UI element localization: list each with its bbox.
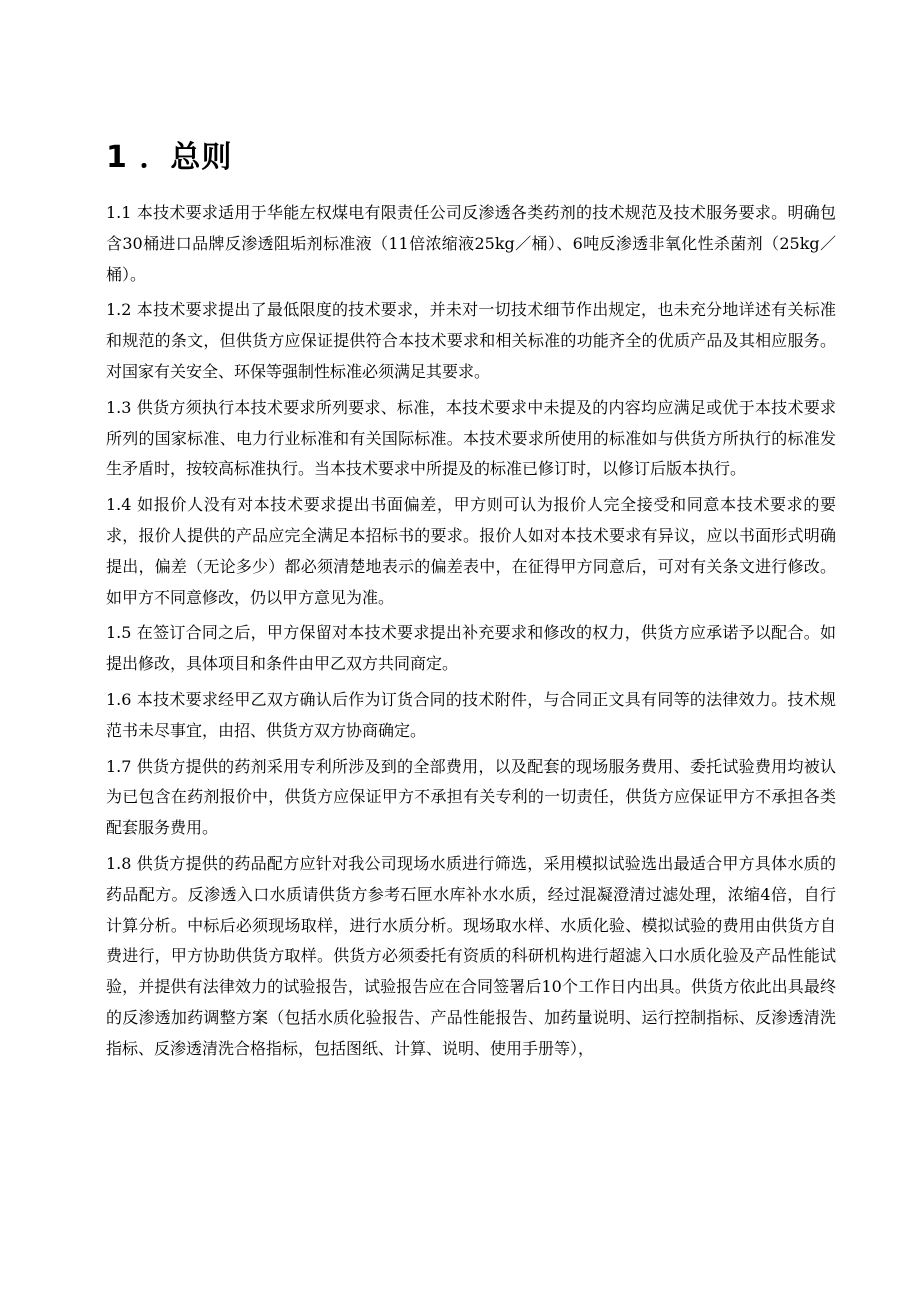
- paragraph-1-2: 1.2 本技术要求提出了最低限度的技术要求，并未对一切技术细节作出规定，也未充分地详述有关标准和规范的条文，但供货方应保证提供符合本技术要求和相关标准的功能齐全的优质产品及其相应服务。对国家有关安全、环保等强制性标准必须满足其要求。: [106, 300, 836, 381]
- paragraph-1-8: 1.8 供货方提供的药品配方应针对我公司现场水质进行筛选，采用模拟试验选出最适合甲方具体水质的药品配方。反渗透入口水质请供货方参考石匣水库补水水质，经过混凝澄清过滤处理，浓缩4倍，自行计算分析。中标后必须现场取样，进行水质分析。现场取水样、水质化验、模拟试验的费用由供货方自费进行，甲方协助供货方取样。供货方必须委托有资质的科研机构进行超滤入口水质化验及产品性能试验，并提供有法律效力的试验报告，试验报告应在合同签署后10个工作日内出具。供货方依此出具最终的反渗透加药调整方案（包括水质化验报告、产品性能报告、加药量说明、运行控制指标、反渗透清洗指标、反渗透清洗合格指标，包括图纸、计算、说明、使用手册等），: [106, 853, 836, 1058]
- paragraph-1-1: 1.1 本技术要求适用于华能左权煤电有限责任公司反渗透各类药剂的技术规范及技术服务要求。明确包含30桶进口品牌反渗透阻垢剂标准液（11倍浓缩液25kg／桶）、6吨反渗透非氧化性杀菌剂（25kg／桶）。: [106, 203, 836, 284]
- paragraph-1-4: 1.4 如报价人没有对本技术要求提出书面偏差，甲方则可认为报价人完全接受和同意本技术要求的要求，报价人提供的产品应完全满足本招标书的要求。报价人如对本技术要求有异议，应以书面形式明确提出，偏差（无论多少）都必须清楚地表示的偏差表中，在征得甲方同意后，可对有关条文进行修改。如甲方不同意修改，仍以甲方意见为准。: [106, 495, 836, 607]
- paragraph-1-7: 1.7 供货方提供的药剂采用专利所涉及到的全部费用，以及配套的现场服务费用、委托试验费用均被认为已包含在药剂报价中，供货方应保证甲方不承担有关专利的一切责任，供货方应保证甲方不承担各类配套服务费用。: [106, 756, 836, 838]
- paragraph-1-6: 1.6 本技术要求经甲乙双方确认后作为订货合同的技术附件，与合同正文具有同等的法律效力。技术规范书未尽事宜，由招、供货方双方协商确定。: [106, 689, 836, 740]
- document-body: [106, 198, 836, 1070]
- paragraph-1-5: 1.5 在签订合同之后，甲方保留对本技术要求提出补充要求和修改的权力，供货方应承诺予以配合。如提出修改，具体项目和条件由甲乙双方共同商定。: [106, 623, 836, 674]
- section-heading: 1 ．总则: [106, 140, 233, 175]
- paragraph-1-3: 1.3 供货方须执行本技术要求所列要求、标准，本技术要求中未提及的内容均应满足或优于本技术要求所列的国家标准、电力行业标准和有关国际标准。本技术要求所使用的标准如与供货方所执行的标准发生矛盾时，按较高标准执行。当本技术要求中所提及的标准已修订时，以修订后版本执行。: [106, 397, 836, 479]
